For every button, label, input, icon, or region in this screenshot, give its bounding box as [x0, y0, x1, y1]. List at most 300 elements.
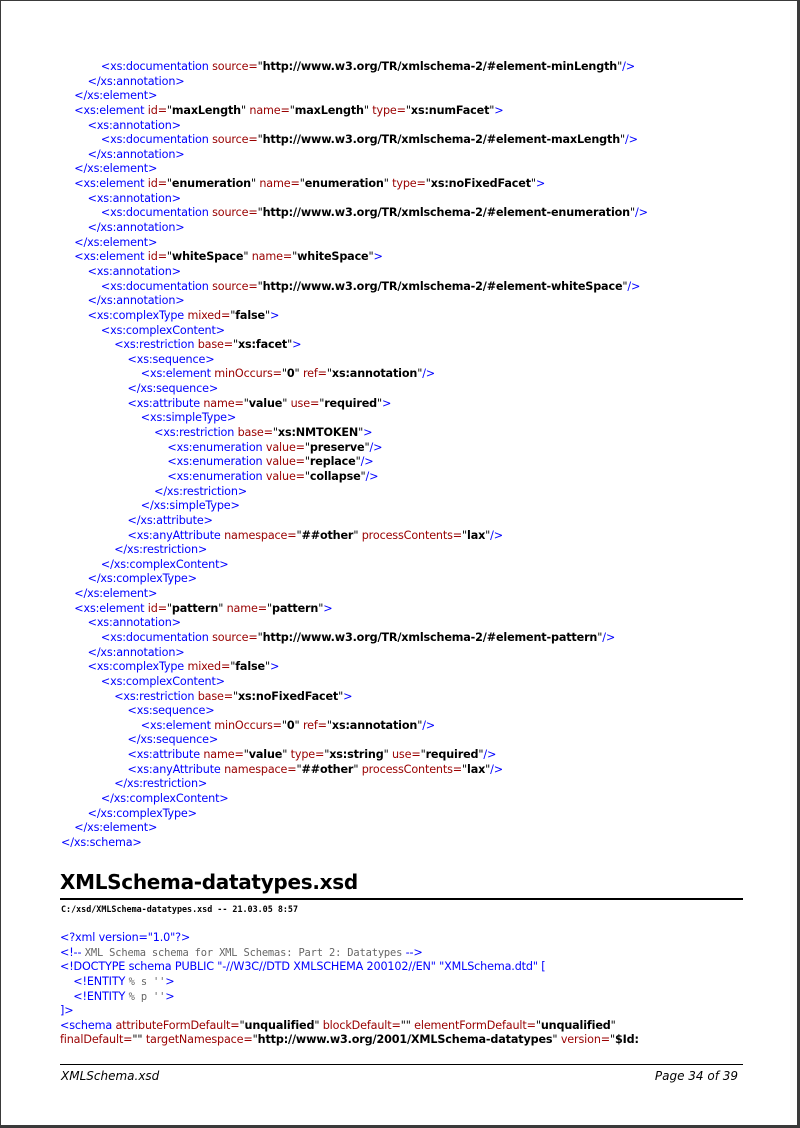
- code-token: <xs:enumeration: [167, 455, 266, 469]
- code-line: [60, 990, 639, 1005]
- code-token: ref=: [302, 367, 327, 381]
- code-line: [61, 543, 648, 558]
- code-line: [61, 470, 648, 485]
- code-line: [60, 1004, 639, 1019]
- code-line: [61, 514, 648, 529]
- code-line: [60, 960, 639, 975]
- code-token: xs:string: [329, 748, 384, 762]
- code-line: [61, 236, 648, 251]
- code-token: <xs:documentation: [100, 206, 213, 220]
- code-token: xs:facet: [237, 338, 288, 352]
- code-token: version=: [560, 1033, 610, 1047]
- code-line: [61, 616, 648, 631]
- code-token: </xs:complexType>: [87, 806, 197, 820]
- code-token: ": [417, 367, 423, 381]
- code-token: ": [250, 177, 260, 191]
- file-info: C:/xsd/XMLSchema-datatypes.xsd -- 21.03.05 8:57: [61, 904, 298, 914]
- code-token: <!ENTITY: [73, 974, 129, 988]
- code-token: >: [343, 689, 353, 703]
- code-line: [61, 821, 648, 836]
- code-line: [61, 148, 648, 163]
- code-token: xs:noFixedFacet: [237, 689, 339, 703]
- code-line: [61, 75, 648, 90]
- code-token: enumeration: [304, 177, 384, 191]
- code-token: ": [338, 689, 344, 703]
- code-token: <schema: [60, 1018, 116, 1032]
- code-token: </xs:annotation>: [87, 645, 185, 659]
- code-line: [61, 89, 648, 104]
- code-token: </xs:sequence>: [127, 733, 219, 747]
- code-token: value: [248, 396, 283, 410]
- code-token: ": [353, 528, 362, 542]
- code-line: [61, 177, 648, 192]
- code-token: </xs:element>: [74, 89, 158, 103]
- code-token: ": [292, 250, 298, 264]
- code-token: processContents=: [361, 762, 463, 776]
- code-line: [61, 558, 648, 573]
- code-token: ": [405, 103, 411, 117]
- code-token: ": [282, 396, 291, 410]
- code-line: [61, 382, 648, 397]
- code-token: ": [420, 748, 426, 762]
- code-token: ": [363, 103, 373, 117]
- code-token: processContents=: [361, 528, 463, 542]
- code-token: xs:NMTOKEN: [277, 426, 359, 440]
- code-token: />: [490, 528, 504, 542]
- code-token: ": [264, 660, 270, 674]
- code-token: <xs:element: [140, 367, 215, 381]
- code-token: ": [358, 426, 364, 440]
- code-token: <xs:element: [74, 103, 148, 117]
- code-token: false: [235, 660, 265, 674]
- code-token: http://www.w3.org/TR/xmlschema-2/#element-enumeration: [262, 206, 630, 220]
- code-listing-datatypes: [60, 931, 639, 1048]
- code-token: <xs:annotation>: [87, 264, 181, 278]
- code-token: source=: [212, 60, 258, 73]
- code-line: [61, 104, 648, 119]
- code-token: 0: [286, 367, 295, 381]
- code-token: </xs:complexContent>: [100, 792, 229, 806]
- code-token: xs:noFixedFacet: [430, 177, 531, 191]
- code-token: namespace=: [224, 762, 297, 776]
- code-token: <xs:documentation: [100, 133, 213, 147]
- code-line: [60, 931, 639, 946]
- code-line: [61, 660, 648, 675]
- code-token: minOccurs=: [214, 718, 282, 732]
- code-token: use=: [290, 396, 320, 410]
- code-token: % s '': [128, 975, 166, 988]
- code-line: [61, 587, 648, 602]
- code-token: name=: [259, 177, 300, 191]
- code-token: <xs:element: [140, 718, 215, 732]
- code-token: ": [257, 279, 263, 293]
- code-token: >: [535, 177, 546, 191]
- code-line: [61, 60, 648, 75]
- code-token: />: [602, 630, 616, 644]
- code-token: ": [620, 133, 626, 147]
- code-token: finalDefault=: [60, 1033, 133, 1047]
- code-token: />: [622, 60, 635, 73]
- code-token: ": [425, 177, 431, 191]
- code-token: ": [166, 601, 172, 615]
- code-line: [61, 367, 648, 382]
- code-token: collapse: [309, 469, 361, 483]
- code-token: name=: [203, 396, 244, 410]
- code-token: <xs:documentation: [100, 630, 213, 644]
- code-token: ": [417, 718, 423, 732]
- code-token: ": [383, 177, 393, 191]
- code-line: [61, 162, 648, 177]
- code-token: http://www.w3.org/TR/xmlschema-2/#element-maxLength: [262, 133, 621, 147]
- code-token: </xs:sequence>: [127, 382, 219, 396]
- code-token: ": [289, 103, 295, 117]
- code-token: version="1.0": [98, 931, 176, 944]
- code-token: source=: [212, 279, 258, 293]
- code-line: [61, 529, 648, 544]
- code-token: </xs:element>: [74, 235, 158, 249]
- code-token: required: [425, 748, 479, 762]
- code-token: ": [166, 103, 172, 117]
- code-line: [61, 485, 648, 500]
- code-line: [61, 455, 648, 470]
- code-token: id=: [147, 601, 167, 615]
- code-token: ": [314, 1018, 323, 1032]
- code-token: <xs:restriction: [114, 689, 198, 703]
- code-token: <xs:restriction: [114, 338, 198, 352]
- code-token: whiteSpace: [297, 250, 369, 264]
- code-token: </xs:annotation>: [87, 74, 185, 88]
- code-token: <xs:annotation>: [87, 191, 181, 205]
- code-token: ": [294, 367, 303, 381]
- code-line: [61, 426, 648, 441]
- code-line: [61, 309, 648, 324]
- code-line: [61, 353, 648, 368]
- heading-divider: [60, 898, 743, 900]
- code-line: [61, 411, 648, 426]
- code-token: preserve: [309, 440, 365, 454]
- code-token: enumeration: [171, 177, 251, 191]
- code-token: ": [243, 396, 249, 410]
- code-token: pattern: [171, 601, 219, 615]
- code-token: />: [360, 455, 374, 469]
- code-token: id=: [147, 250, 167, 264]
- code-token: source=: [212, 206, 258, 220]
- code-line: [60, 946, 639, 961]
- code-line: [61, 206, 648, 221]
- code-token: value=: [265, 455, 305, 469]
- section-heading: XMLSchema-datatypes.xsd: [60, 870, 358, 894]
- code-token: ": [377, 396, 383, 410]
- code-token: </xs:schema>: [61, 835, 142, 849]
- code-token: </xs:element>: [74, 821, 158, 835]
- code-token: ": [489, 103, 495, 117]
- code-token: <xs:complexContent>: [100, 323, 225, 337]
- code-token: value=: [265, 440, 305, 454]
- code-token: $Id:: [614, 1033, 639, 1047]
- code-token: ": [364, 440, 370, 454]
- code-token: <xs:documentation: [100, 60, 213, 73]
- code-token: source=: [212, 630, 258, 644]
- code-token: </xs:annotation>: [87, 147, 185, 161]
- code-line: [60, 1019, 639, 1034]
- code-token: >: [323, 601, 333, 615]
- code-token: ": [304, 455, 310, 469]
- code-token: mixed=: [187, 660, 231, 674]
- code-token: type=: [372, 103, 406, 117]
- code-token: ": [257, 133, 263, 147]
- code-token: ": [530, 177, 536, 191]
- code-token: base=: [197, 689, 233, 703]
- code-token: targetNamespace=: [145, 1033, 253, 1047]
- code-token: ": [257, 630, 263, 644]
- footer-divider: [60, 1064, 743, 1065]
- code-token: name=: [203, 748, 244, 762]
- code-token: >: [494, 103, 504, 117]
- code-token: </xs:restriction>: [114, 543, 208, 557]
- code-token: ": [319, 396, 325, 410]
- code-line: [61, 690, 648, 705]
- code-token: false: [235, 308, 265, 322]
- code-token: <!ENTITY: [73, 989, 129, 1003]
- code-token: elementFormDefault=: [414, 1018, 536, 1032]
- code-token: attributeFormDefault=: [115, 1018, 240, 1032]
- code-token: <!--: [60, 945, 85, 959]
- code-token: <xs:sequence>: [127, 704, 215, 718]
- code-token: source=: [212, 133, 258, 147]
- code-token: ": [610, 1018, 616, 1032]
- code-token: <xs:anyAttribute: [127, 762, 225, 776]
- code-line: [61, 397, 648, 412]
- code-token: ": [287, 338, 293, 352]
- code-token: ": [232, 338, 238, 352]
- code-token: ": [535, 1018, 541, 1032]
- code-line: [61, 748, 648, 763]
- code-token: >: [292, 338, 302, 352]
- code-token: </xs:simpleType>: [140, 499, 240, 513]
- code-token: ": [355, 455, 361, 469]
- code-token: name=: [251, 250, 293, 264]
- code-token: replace: [309, 455, 356, 469]
- code-token: >: [269, 660, 280, 674]
- code-token: <xs:element: [74, 250, 148, 264]
- code-token: id=: [147, 177, 167, 191]
- code-token: </xs:annotation>: [87, 294, 185, 308]
- code-line: [60, 1033, 639, 1048]
- code-token: <xs:attribute: [127, 748, 204, 762]
- code-token: />: [490, 762, 504, 776]
- code-line: [61, 763, 648, 778]
- code-token: <xs:simpleType>: [140, 411, 237, 425]
- code-token: ": [462, 528, 468, 542]
- code-token: >: [165, 989, 175, 1003]
- code-line: [61, 294, 648, 309]
- code-token: xs:annotation: [331, 718, 418, 732]
- code-token: ": [622, 279, 628, 293]
- footer-filename: XMLSchema.xsd: [61, 1069, 160, 1083]
- code-token: ": [239, 1018, 245, 1032]
- code-token: </xs:annotation>: [87, 221, 185, 235]
- code-token: ": [617, 60, 623, 73]
- code-token: />: [627, 279, 641, 293]
- code-token: -->: [402, 945, 423, 959]
- code-token: />: [422, 718, 436, 732]
- code-token: ref=: [302, 718, 327, 732]
- code-token: ]>: [60, 1004, 74, 1018]
- code-token: ": [281, 367, 287, 381]
- code-line: [61, 133, 648, 148]
- code-line: [61, 704, 648, 719]
- code-token: id=: [147, 103, 167, 117]
- code-token: name=: [249, 103, 290, 117]
- code-token: XML Schema schema for XML Schemas: Part 2: Datatypes: [84, 946, 403, 959]
- code-line: [61, 221, 648, 236]
- code-token: type=: [392, 177, 426, 191]
- code-token: 0: [286, 718, 295, 732]
- code-token: </xs:complexType>: [87, 572, 197, 586]
- code-line: [61, 280, 648, 295]
- code-token: <xs:anyAttribute: [127, 528, 225, 542]
- code-token: <xs:element: [74, 601, 148, 615]
- code-token: ": [552, 1033, 561, 1047]
- code-token: xs:annotation: [331, 367, 418, 381]
- code-token: ": [609, 1033, 615, 1047]
- code-line: [61, 499, 648, 514]
- code-token: </xs:attribute>: [127, 513, 213, 527]
- code-token: ": [296, 762, 302, 776]
- code-token: >: [373, 250, 383, 264]
- code-token: minOccurs=: [214, 367, 282, 381]
- code-line: [61, 119, 648, 134]
- code-line: [61, 733, 648, 748]
- code-line: [61, 836, 648, 851]
- code-token: http://www.w3.org/TR/xmlschema-2/#element-minLength: [262, 60, 618, 73]
- code-line: [61, 441, 648, 456]
- code-token: value=: [265, 469, 305, 483]
- code-token: value: [248, 748, 283, 762]
- code-line: [61, 777, 648, 792]
- code-token: use=: [391, 748, 421, 762]
- code-token: name=: [226, 601, 267, 615]
- code-token: ": [296, 528, 302, 542]
- code-token: <xs:enumeration: [167, 440, 266, 454]
- code-token: <xs:annotation>: [87, 118, 181, 132]
- code-token: >: [269, 308, 280, 322]
- code-line: [60, 975, 639, 990]
- code-token: ": [230, 660, 236, 674]
- code-token: <xs:sequence>: [127, 352, 215, 366]
- code-token: <xs:enumeration: [167, 469, 266, 483]
- code-token: ": [597, 630, 603, 644]
- code-token: />: [483, 748, 497, 762]
- code-token: ": [360, 469, 366, 483]
- code-token: ": [257, 60, 263, 73]
- code-line: [61, 646, 648, 661]
- code-token: <xs:element: [74, 177, 148, 191]
- code-token: </xs:element>: [74, 587, 158, 601]
- code-token: ": [629, 206, 635, 220]
- code-token: ##other: [301, 762, 354, 776]
- code-token: lax: [467, 762, 486, 776]
- code-token: ": [462, 762, 468, 776]
- code-token: mixed=: [187, 308, 231, 322]
- code-line: [61, 338, 648, 353]
- code-token: <xs:complexType: [87, 308, 188, 322]
- code-token: </xs:complexContent>: [100, 557, 229, 571]
- code-token: ": [166, 250, 172, 264]
- code-token: </xs:restriction>: [114, 777, 208, 791]
- code-line: [61, 250, 648, 265]
- code-token: ": [294, 718, 303, 732]
- code-token: unqualified: [540, 1018, 611, 1032]
- code-token: http://www.w3.org/TR/xmlschema-2/#element-whiteSpace: [262, 279, 623, 293]
- code-token: <xs:restriction: [154, 426, 238, 440]
- code-token: >: [363, 426, 373, 440]
- code-token: lax: [467, 528, 486, 542]
- code-token: ": [318, 601, 324, 615]
- code-token: ##other: [301, 528, 354, 542]
- code-token: type=: [290, 748, 325, 762]
- code-token: ": [264, 308, 270, 322]
- code-token: xs:numFacet: [410, 103, 490, 117]
- code-token: />: [422, 367, 436, 381]
- code-token: ": [485, 762, 491, 776]
- code-token: unqualified: [244, 1018, 315, 1032]
- code-token: ": [368, 250, 374, 264]
- code-token: <?xml: [60, 931, 99, 944]
- code-line: [61, 719, 648, 734]
- code-line: [61, 324, 648, 339]
- code-line: [61, 602, 648, 617]
- code-line: [61, 631, 648, 646]
- code-line: [61, 572, 648, 587]
- code-token: ": [326, 367, 332, 381]
- code-token: base=: [197, 338, 233, 352]
- code-token: >: [165, 974, 175, 988]
- code-token: <!DOCTYPE schema PUBLIC "-//W3C//DTD XMLSCHEMA 200102//EN" "XMLSchema.dtd" [: [60, 960, 546, 974]
- code-token: />: [634, 206, 648, 220]
- code-token: ": [166, 177, 172, 191]
- code-line: [61, 675, 648, 690]
- code-token: ": [485, 528, 491, 542]
- code-line: [61, 192, 648, 207]
- code-line: [61, 792, 648, 807]
- code-listing: [61, 60, 648, 851]
- code-token: ": [218, 601, 227, 615]
- code-token: blockDefault=: [322, 1018, 401, 1032]
- code-token: ": [304, 440, 310, 454]
- code-token: ": [299, 177, 305, 191]
- code-token: namespace=: [224, 528, 297, 542]
- code-token: />: [369, 440, 383, 454]
- code-token: ": [241, 103, 250, 117]
- code-token: <xs:attribute: [127, 396, 204, 410]
- code-token: <xs:complexType: [87, 660, 188, 674]
- code-token: ": [383, 748, 392, 762]
- code-token: ": [353, 762, 362, 776]
- code-token: ": [272, 426, 278, 440]
- code-token: ": [282, 748, 291, 762]
- code-token: "": [132, 1033, 146, 1047]
- code-token: ": [324, 748, 330, 762]
- code-token: />: [625, 133, 638, 147]
- code-token: </xs:element>: [74, 162, 158, 176]
- code-token: />: [365, 469, 379, 483]
- code-token: ": [326, 718, 332, 732]
- code-token: ": [478, 748, 484, 762]
- code-token: pattern: [271, 601, 319, 615]
- code-token: maxLength: [294, 103, 364, 117]
- code-token: maxLength: [171, 103, 241, 117]
